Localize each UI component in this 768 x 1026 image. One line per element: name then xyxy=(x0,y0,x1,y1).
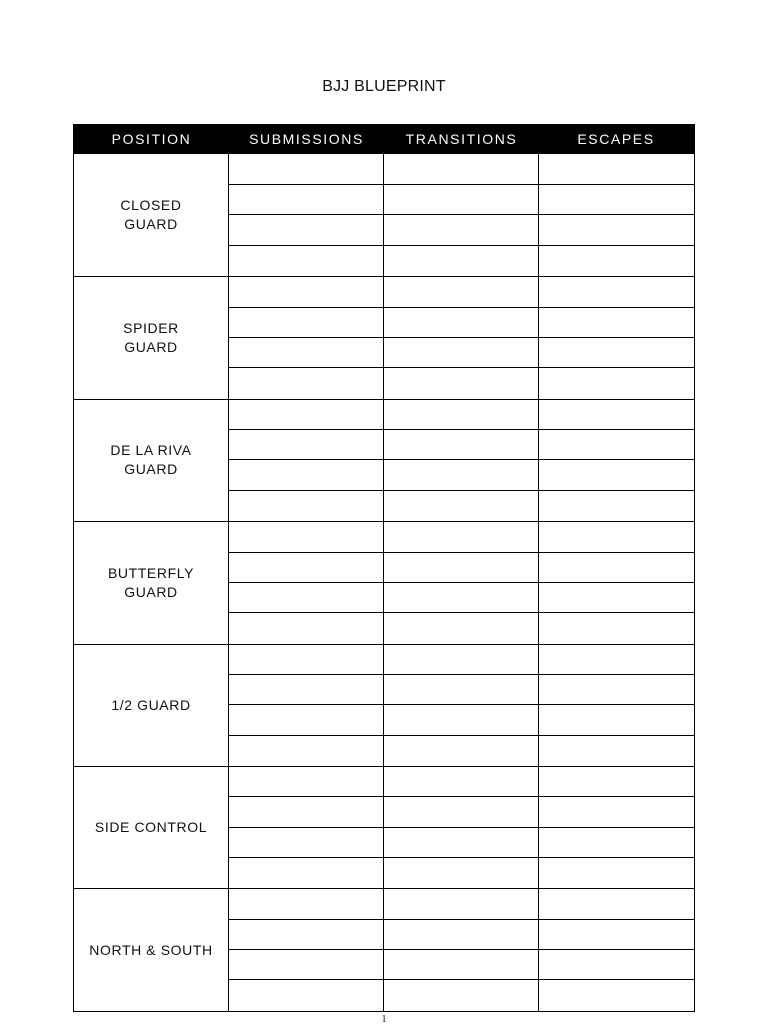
escapes-entry-cell[interactable] xyxy=(539,154,694,185)
table-body xyxy=(74,154,694,1011)
transitions-entry-cell[interactable] xyxy=(384,583,539,613)
escapes-entry-cell[interactable] xyxy=(539,368,694,398)
transitions-entry-cell[interactable] xyxy=(384,613,539,643)
transitions-entry-cell[interactable] xyxy=(384,705,539,735)
submissions-entry-cell[interactable] xyxy=(229,246,384,277)
header-position: POSITION xyxy=(111,131,192,147)
transitions-entry-cell[interactable] xyxy=(384,185,539,216)
section-butterfly-guard xyxy=(74,521,694,643)
transitions-entry-cell[interactable] xyxy=(384,154,539,185)
submissions-entry-cell[interactable] xyxy=(229,675,384,705)
escapes-entry-cell[interactable] xyxy=(539,553,694,583)
section-north-south xyxy=(74,888,694,1010)
submissions-entry-cell[interactable] xyxy=(229,705,384,735)
position-label: 1/2 GUARD xyxy=(74,645,229,766)
transitions-entry-cell[interactable] xyxy=(384,828,539,858)
escapes-entry-cell[interactable] xyxy=(539,705,694,735)
section-spider-guard xyxy=(74,276,694,398)
document-title: BJJ BLUEPRINT xyxy=(322,78,446,95)
escapes-entry-cell[interactable] xyxy=(539,460,694,490)
submissions-entry-cell[interactable] xyxy=(229,277,384,307)
submissions-entry-cell[interactable] xyxy=(229,950,384,980)
blank-lines xyxy=(229,400,694,521)
section-half-guard xyxy=(74,644,694,766)
transitions-entry-cell[interactable] xyxy=(384,553,539,583)
submissions-entry-cell[interactable] xyxy=(229,828,384,858)
transitions-entry-cell[interactable] xyxy=(384,491,539,521)
submissions-entry-cell[interactable] xyxy=(229,522,384,552)
submissions-entry-cell[interactable] xyxy=(229,889,384,919)
header-escapes: ESCAPES xyxy=(577,131,655,147)
position-label: SIDE CONTROL xyxy=(74,767,229,888)
page-number: 1 xyxy=(381,1014,387,1025)
escapes-entry-cell[interactable] xyxy=(539,583,694,613)
submissions-entry-cell[interactable] xyxy=(229,308,384,338)
section-closed-guard xyxy=(74,154,694,276)
transitions-entry-cell[interactable] xyxy=(384,767,539,797)
position-label: NORTH & SOUTH xyxy=(74,889,229,1010)
blank-lines xyxy=(229,154,694,276)
submissions-entry-cell[interactable] xyxy=(229,858,384,888)
transitions-entry-cell[interactable] xyxy=(384,368,539,398)
transitions-entry-cell[interactable] xyxy=(384,460,539,490)
submissions-entry-cell[interactable] xyxy=(229,338,384,368)
transitions-entry-cell[interactable] xyxy=(384,277,539,307)
submissions-entry-cell[interactable] xyxy=(229,154,384,185)
submissions-entry-cell[interactable] xyxy=(229,553,384,583)
escapes-entry-cell[interactable] xyxy=(539,767,694,797)
position-label: BUTTERFLY GUARD xyxy=(74,522,229,643)
transitions-entry-cell[interactable] xyxy=(384,246,539,277)
escapes-entry-cell[interactable] xyxy=(539,920,694,950)
submissions-entry-cell[interactable] xyxy=(229,920,384,950)
escapes-entry-cell[interactable] xyxy=(539,246,694,277)
escapes-entry-cell[interactable] xyxy=(539,675,694,705)
submissions-entry-cell[interactable] xyxy=(229,400,384,430)
transitions-entry-cell[interactable] xyxy=(384,675,539,705)
escapes-entry-cell[interactable] xyxy=(539,185,694,216)
transitions-entry-cell[interactable] xyxy=(384,797,539,827)
transitions-entry-cell[interactable] xyxy=(384,858,539,888)
submissions-entry-cell[interactable] xyxy=(229,613,384,643)
transitions-entry-cell[interactable] xyxy=(384,736,539,766)
transitions-entry-cell[interactable] xyxy=(384,400,539,430)
transitions-entry-cell[interactable] xyxy=(384,950,539,980)
escapes-entry-cell[interactable] xyxy=(539,645,694,675)
transitions-entry-cell[interactable] xyxy=(384,215,539,246)
blank-lines xyxy=(229,645,694,766)
escapes-entry-cell[interactable] xyxy=(539,491,694,521)
blueprint-table xyxy=(73,124,695,1012)
transitions-entry-cell[interactable] xyxy=(384,338,539,368)
submissions-entry-cell[interactable] xyxy=(229,460,384,490)
submissions-entry-cell[interactable] xyxy=(229,736,384,766)
transitions-entry-cell[interactable] xyxy=(384,920,539,950)
blank-lines xyxy=(229,277,694,398)
submissions-entry-cell[interactable] xyxy=(229,645,384,675)
submissions-entry-cell[interactable] xyxy=(229,430,384,460)
blank-lines xyxy=(229,522,694,643)
escapes-entry-cell[interactable] xyxy=(539,308,694,338)
transitions-entry-cell[interactable] xyxy=(384,645,539,675)
submissions-entry-cell[interactable] xyxy=(229,767,384,797)
submissions-entry-cell[interactable] xyxy=(229,368,384,398)
escapes-entry-cell[interactable] xyxy=(539,215,694,246)
blank-lines xyxy=(229,767,694,888)
submissions-entry-cell[interactable] xyxy=(229,797,384,827)
submissions-entry-cell[interactable] xyxy=(229,583,384,613)
escapes-entry-cell[interactable] xyxy=(539,828,694,858)
section-de-la-riva-guard xyxy=(74,399,694,521)
table-header xyxy=(74,124,694,154)
position-label: DE LA RIVA GUARD xyxy=(74,400,229,521)
section-side-control xyxy=(74,766,694,888)
submissions-entry-cell[interactable] xyxy=(229,980,384,1010)
submissions-entry-cell[interactable] xyxy=(229,215,384,246)
transitions-entry-cell[interactable] xyxy=(384,308,539,338)
transitions-entry-cell[interactable] xyxy=(384,522,539,552)
escapes-entry-cell[interactable] xyxy=(539,736,694,766)
escapes-entry-cell[interactable] xyxy=(539,858,694,888)
escapes-entry-cell[interactable] xyxy=(539,980,694,1010)
transitions-entry-cell[interactable] xyxy=(384,889,539,919)
submissions-entry-cell[interactable] xyxy=(229,491,384,521)
transitions-entry-cell[interactable] xyxy=(384,430,539,460)
blank-lines xyxy=(229,889,694,1010)
header-submissions: SUBMISSIONS xyxy=(249,131,364,147)
transitions-entry-cell[interactable] xyxy=(384,980,539,1010)
escapes-entry-cell[interactable] xyxy=(539,797,694,827)
submissions-entry-cell[interactable] xyxy=(229,185,384,216)
header-transitions: TRANSITIONS xyxy=(405,131,518,147)
position-label: CLOSED GUARD xyxy=(74,154,229,276)
escapes-entry-cell[interactable] xyxy=(539,950,694,980)
escapes-entry-cell[interactable] xyxy=(539,400,694,430)
escapes-entry-cell[interactable] xyxy=(539,522,694,552)
escapes-entry-cell[interactable] xyxy=(539,277,694,307)
escapes-entry-cell[interactable] xyxy=(539,338,694,368)
escapes-entry-cell[interactable] xyxy=(539,430,694,460)
escapes-entry-cell[interactable] xyxy=(539,889,694,919)
position-label: SPIDER GUARD xyxy=(74,277,229,398)
escapes-entry-cell[interactable] xyxy=(539,613,694,643)
